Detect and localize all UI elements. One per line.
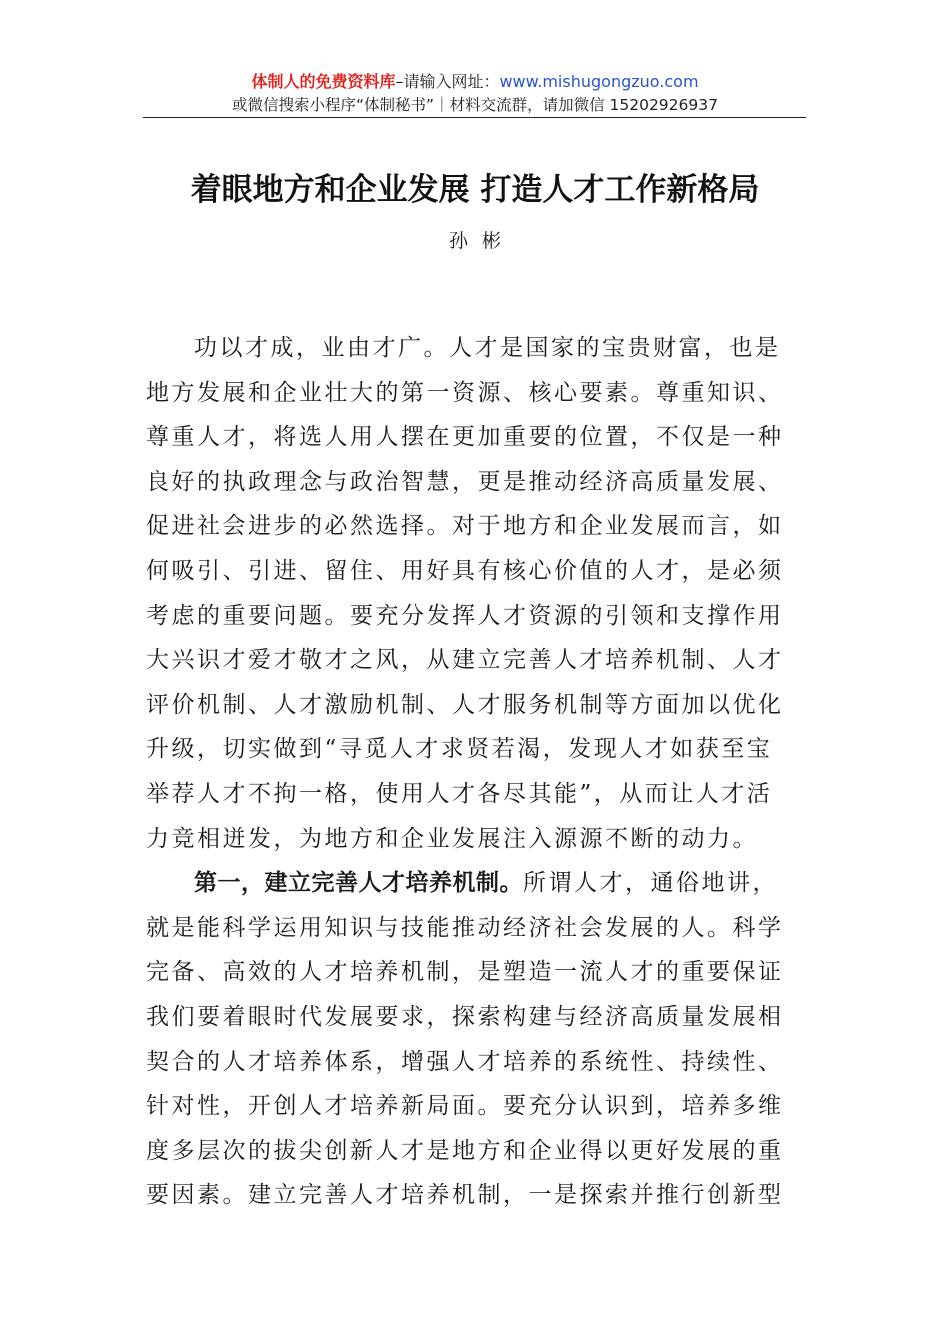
header-brand: 体制人的免费资料库 xyxy=(251,72,396,91)
header-contact: 或微信搜索小程序“体制秘书”｜材料交流群，请加微信 15202926937 xyxy=(232,96,718,114)
header-banner xyxy=(0,70,950,94)
paragraph-line: 考虑的重要问题。要充分发挥人才资源的引领和支撑作用 xyxy=(146,602,784,629)
paragraph-line: 促进社会进步的必然选择。对于地方和企业发展而言，如 xyxy=(146,513,784,540)
paragraph-line xyxy=(146,861,814,906)
paragraph-line: 何吸引、引进、留住、用好具有核心价值的人才，是必须 xyxy=(146,557,784,584)
article-body xyxy=(146,326,814,1218)
header-divider xyxy=(143,117,806,118)
paragraph-line: 功以才成，业由才广。人才是国家的宝贵财富，也是 xyxy=(194,335,781,361)
section-heading: 第一，建立完善人才培养机制。 xyxy=(194,870,523,897)
paragraph-line: 契合的人才培养体系，增强人才培养的系统性、持续性、 xyxy=(146,1048,784,1075)
paragraph-line: 我们要着眼时代发展要求，探索构建与经济高质量发展相 xyxy=(146,1003,784,1030)
paragraph-line: 大兴识才爱才敬才之风，从建立完善人才培养机制、人才 xyxy=(146,647,784,674)
article-title: 着眼地方和企业发展 打造人才工作新格局 xyxy=(190,172,760,208)
paragraph-line: 良好的执政理念与政治智慧，更是推动经济高质量发展、 xyxy=(146,468,784,495)
site-header xyxy=(0,70,950,116)
paragraph-line: 完备、高效的人才培养机制，是塑造一流人才的重要保证 xyxy=(146,959,784,986)
paragraph-line: 针对性，开创人才培养新局面。要充分认识到，培养多维 xyxy=(146,1093,784,1120)
paragraph-line: 评价机制、人才激励机制、人才服务机制等方面加以优化 xyxy=(146,691,784,718)
header-prompt: –请输入网址： xyxy=(395,72,500,91)
paragraph-line: 举荐人才不拘一格，使用人才各尽其能”，从而让人才活 xyxy=(146,780,773,807)
paragraph-line: 地方发展和企业壮大的第一资源、核心要素。尊重知识、 xyxy=(146,379,784,406)
paragraph-line: 力竞相迸发，为地方和企业发展注入源源不断的动力。 xyxy=(146,825,758,852)
header-url-link[interactable]: www.mishugongzuo.com xyxy=(499,72,699,91)
paragraph-line: 度多层次的拔尖创新人才是地方和企业得以更好发展的重 xyxy=(146,1137,784,1164)
paragraph-line: 尊重人才，将选人用人摆在更加重要的位置，不仅是一种 xyxy=(146,424,784,451)
article-author: 孙彬 xyxy=(448,230,515,252)
paragraph-text: 所谓人才，通俗地讲， xyxy=(523,870,778,897)
paragraph-line: 就是能科学运用知识与技能推动经济社会发展的人。科学 xyxy=(146,914,784,941)
paragraph-line: 要因素。建立完善人才培养机制，一是探索并推行创新型 xyxy=(146,1182,784,1209)
paragraph-line: 升级，切实做到“寻觅人才求贤若渴，发现人才如获至宝 xyxy=(146,736,773,763)
